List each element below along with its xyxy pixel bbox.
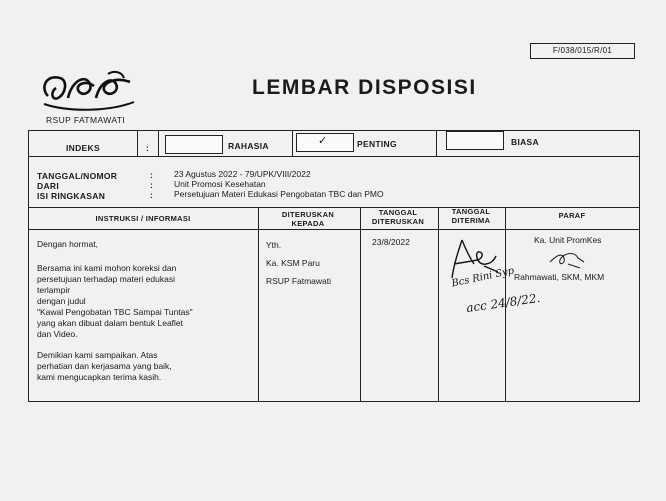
tgl-diterima-header [438,207,504,225]
diteruskan-header-line1: DITERUSKAN [281,210,335,219]
dari-colon: : [150,180,153,190]
instruction-line: dan Video. [37,329,78,339]
diteruskan-header [258,210,358,228]
signer-role: Ka. Unit PromKes [534,235,602,245]
recipient-institution: RSUP Fatmawati [266,276,332,286]
hospital-logo [38,68,138,128]
instruksi-header: INSTRUKSI / INFORMASI [95,214,191,223]
tanggal-value: 23 Agustus 2022 - 79/UPK/VIII/2022 [174,169,311,179]
instruction-line: persetujuan terhadap materi edukasi [37,274,175,284]
dari-label: DARI [37,181,59,191]
dari-value: Unit Promosi Kesehatan [174,179,266,189]
logo-emblem-icon [38,68,138,113]
paraf-signature-icon [548,248,588,270]
recipient-position: Ka. KSM Paru [266,258,320,268]
paraf-header: PARAF [558,211,586,220]
rahasia-checkbox[interactable] [165,135,223,154]
instruction-line: Bersama ini kami mohon koreksi dan [37,263,177,273]
instruction-line: terlampir [37,285,71,295]
biasa-label: BIASA [511,137,539,147]
instruction-line: "Kawal Pengobatan TBC Sampai Tuntas" [37,307,193,317]
divider [28,229,639,230]
greeting-text: Dengan hormat, [37,239,98,249]
tgl-diteruskan-header-line2: DITERUSKAN [371,217,425,226]
logo-caption: RSUP FATMAWATI [46,115,126,125]
instruction-paragraph-2 [37,350,172,383]
recipient-salutation: Yth. [266,240,282,250]
biasa-checkbox[interactable] [446,131,504,150]
isi-label: ISI RINGKASAN [37,191,106,201]
divider [258,207,259,401]
instruction-line: Demikian kami sampaikan. Atas [37,350,158,360]
divider [292,130,293,156]
tgl-diteruskan-header [360,208,436,226]
divider [28,207,639,208]
check-mark-icon: ✓ [318,135,328,147]
divider [158,130,159,156]
page-title: LEMBAR DISPOSISI [252,76,477,99]
isi-colon: : [150,190,153,200]
divider [137,130,138,156]
diteruskan-header-line2: KEPADA [291,219,325,228]
instruction-line: dengan judul [37,296,86,306]
divider [360,207,361,401]
tgl-diterima-header-line1: TANGGAL [451,207,491,216]
instruction-line: kami mengucapkan terima kasih. [37,372,162,382]
tgl-diteruskan-header-line1: TANGGAL [378,208,418,217]
indeks-colon: : [146,143,149,153]
handwritten-name: Bcs Rini Syp [450,265,516,290]
rahasia-label: RAHASIA [228,141,269,151]
divider [28,156,639,157]
divider [436,130,437,156]
instruction-line: yang akan dibuat dalam bentuk Leaflet [37,318,184,328]
instruction-paragraph-1 [37,263,193,340]
penting-label: PENTING [357,139,397,149]
instruction-line: perhatian dan kerjasama yang baik, [37,361,172,371]
indeks-label: INDEKS [66,143,100,153]
tgl-diterima-header-line2: DITERIMA [451,216,491,225]
signer-name: Rahmawati, SKM, MKM [514,272,605,282]
isi-value: Persetujuan Materi Edukasi Pengobatan TBC dan PMO [174,189,384,199]
divider [438,207,439,401]
tanggal-colon: : [150,170,153,180]
document-number: F/038/015/R/01 [530,43,635,59]
handwritten-approval: acc 24/8/22. [465,290,542,316]
forwarded-date: 23/8/2022 [372,237,410,247]
tanggal-label: TANGGAL/NOMOR [37,171,118,181]
